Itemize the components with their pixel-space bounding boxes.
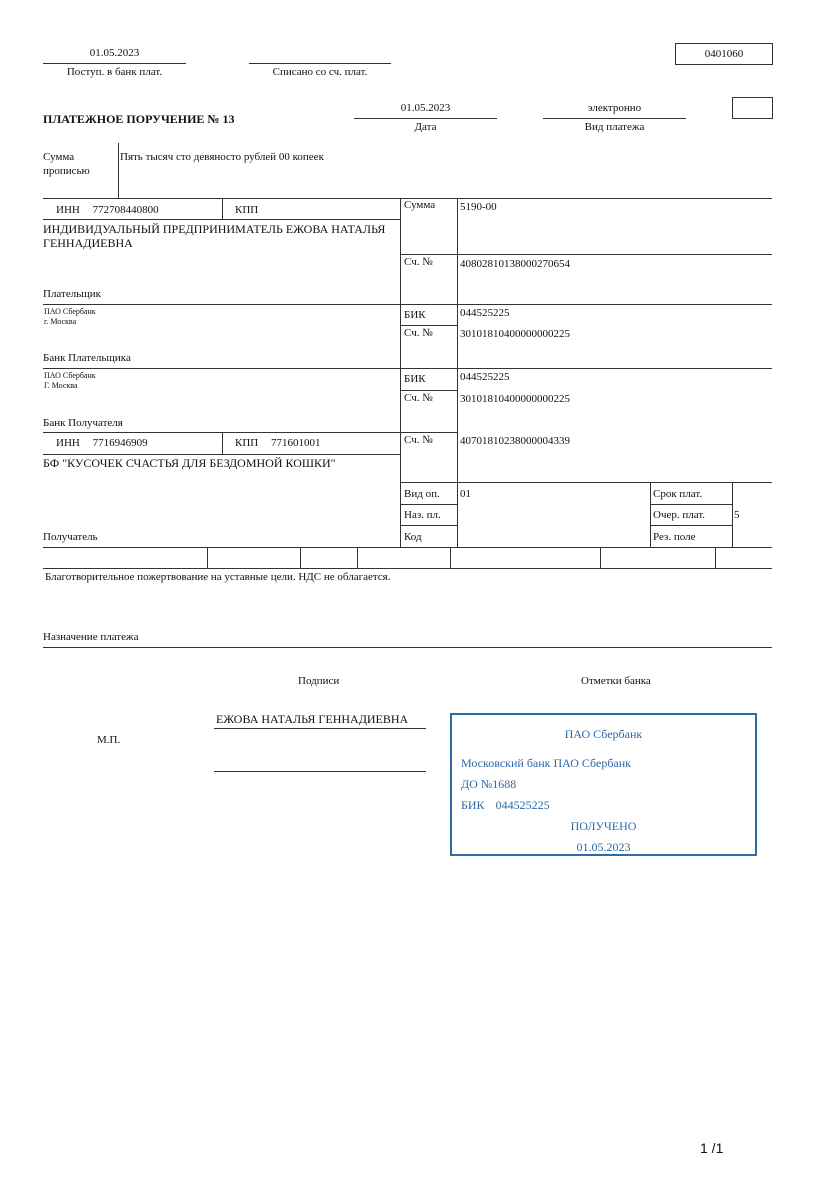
stamp-date: 01.05.2023 <box>576 840 631 854</box>
form-code-box <box>675 43 773 65</box>
payee-name: БФ "КУСОЧЕК СЧАСТЬЯ ДЛЯ БЕЗДОМНОЙ КОШКИ" <box>43 456 336 470</box>
payer-label: Плательщик <box>43 288 101 300</box>
divider <box>732 482 733 547</box>
payer-name <box>43 222 385 250</box>
naz-pl-label: Наз. пл. <box>404 509 441 521</box>
divider <box>650 482 651 547</box>
payee-bank-name <box>44 371 96 391</box>
payer-inn <box>56 204 159 216</box>
divider <box>43 219 400 220</box>
payer-account-label: Сч. № <box>404 256 433 268</box>
written-off-label: Списано со сч. плат. <box>272 66 368 78</box>
divider <box>650 504 732 505</box>
payee-acc-label: Сч. № <box>404 434 433 446</box>
payer-bank-bik: 044525225 <box>460 307 510 319</box>
bank-marks-title: Отметки банка <box>581 675 651 687</box>
amount-words-label-line2: прописью <box>43 165 90 177</box>
divider <box>450 547 451 568</box>
srok-label: Срок плат. <box>653 488 703 500</box>
divider <box>43 454 400 455</box>
amount-label: Сумма <box>404 199 436 211</box>
divider <box>207 547 208 568</box>
payer-account-value: 40802810138000270654 <box>460 258 570 270</box>
payee-bank-bik: 044525225 <box>460 371 510 383</box>
divider <box>43 368 772 369</box>
ocher-value: 5 <box>734 509 740 521</box>
divider <box>400 482 772 483</box>
payer-name-line2: ГЕННАДИЕВНА <box>43 236 133 250</box>
divider <box>43 647 772 648</box>
kod-label: Код <box>404 531 422 543</box>
divider <box>400 390 457 391</box>
divider <box>43 568 772 569</box>
payer-bank-label: Банк Плательщика <box>43 352 131 364</box>
divider <box>354 118 497 119</box>
payment-type-label: Вид платежа <box>584 121 645 133</box>
payee-bank-name-line1: ПАО Сбербанк <box>44 371 96 380</box>
payment-type-value: электронно <box>587 102 642 114</box>
purpose-label: Назначение платежа <box>43 631 139 643</box>
payee-kpp <box>235 437 320 449</box>
date-label: Дата <box>414 121 437 133</box>
stamp-office: ДО №1688 <box>461 777 517 791</box>
payee-kpp-value: 771601001 <box>270 437 321 449</box>
page-indicator: 1 /1 <box>700 1140 724 1156</box>
amount-words-value: Пять тысяч сто девяносто рублей 00 копеек <box>120 151 324 163</box>
payee-kpp-label: КПП <box>235 437 259 449</box>
amount-words-label-line1: Сумма <box>43 151 75 163</box>
date-value: 01.05.2023 <box>400 102 451 114</box>
payer-bank-bik-label: БИК <box>404 309 426 321</box>
payer-name-line1: ИНДИВИДУАЛЬНЫЙ ПРЕДПРИНИМАТЕЛЬ ЕЖОВА НАТАЛЬЯ <box>43 222 386 236</box>
purpose-text: Благотворительное пожертвование на уставные цели. НДС не облагается. <box>45 571 391 583</box>
payee-inn <box>56 437 148 449</box>
signature-line <box>214 771 426 772</box>
divider <box>43 63 186 64</box>
form-code: 0401060 <box>704 48 744 60</box>
payee-bank-bik-label: БИК <box>404 373 426 385</box>
payer-inn-value: 772708440800 <box>92 204 159 216</box>
vid-op-value: 01 <box>460 488 471 500</box>
mp-label: М.П. <box>97 734 121 746</box>
bank-stamp <box>450 713 757 856</box>
payee-bank-acc: 30101810400000000225 <box>460 393 570 405</box>
vid-op-label: Вид оп. <box>404 488 440 500</box>
payee-label: Получатель <box>43 531 98 543</box>
payee-inn-value: 7716946909 <box>92 437 148 449</box>
divider <box>300 547 301 568</box>
empty-code-box <box>732 97 773 119</box>
divider <box>400 504 457 505</box>
divider <box>357 547 358 568</box>
payer-bank-acc: 30101810400000000225 <box>460 328 570 340</box>
payee-bank-acc-label: Сч. № <box>404 392 433 404</box>
payer-bank-acc-label: Сч. № <box>404 327 433 339</box>
payer-bank-name-line1: ПАО Сбербанк <box>44 307 96 316</box>
stamp-status: ПОЛУЧЕНО <box>570 819 637 833</box>
stamp-bik <box>461 798 550 813</box>
divider <box>650 525 732 526</box>
payer-bank-name <box>44 307 96 327</box>
divider <box>249 63 391 64</box>
amount-words-label <box>43 150 90 178</box>
document-title: ПЛАТЕЖНОЕ ПОРУЧЕНИЕ № 13 <box>43 112 235 126</box>
divider <box>400 325 457 326</box>
ocher-label: Очер. плат. <box>653 509 706 521</box>
divider <box>543 118 686 119</box>
payer-bank-name-line2: г. Москва <box>44 317 77 326</box>
bank-received-label: Поступ. в банк плат. <box>66 66 163 78</box>
signer-name: ЕЖОВА НАТАЛЬЯ ГЕННАДИЕВНА <box>216 712 409 726</box>
divider <box>400 525 457 526</box>
payee-bank-name-line2: Г. Москва <box>44 381 78 390</box>
divider <box>400 254 772 255</box>
payer-inn-label: ИНН <box>56 204 80 216</box>
divider <box>400 198 401 547</box>
rez-label: Рез. поле <box>653 531 696 543</box>
amount-value: 5190-00 <box>460 201 497 213</box>
divider <box>715 547 716 568</box>
stamp-bik-label: БИК <box>461 798 485 812</box>
divider <box>43 304 772 305</box>
divider <box>457 198 458 547</box>
divider <box>600 547 601 568</box>
divider <box>118 143 119 198</box>
divider <box>43 547 772 548</box>
stamp-bank: ПАО Сбербанк <box>564 727 643 741</box>
divider <box>222 198 223 219</box>
payee-bank-label: Банк Получателя <box>43 417 123 429</box>
bank-received-date: 01.05.2023 <box>89 47 140 59</box>
divider <box>222 432 223 454</box>
payer-kpp-label: КПП <box>235 204 259 216</box>
divider <box>43 432 457 433</box>
stamp-bik-value: 044525225 <box>495 798 550 812</box>
signature-line <box>214 728 426 729</box>
payee-inn-label: ИНН <box>56 437 80 449</box>
signatures-title: Подписи <box>298 675 340 687</box>
stamp-branch: Московский банк ПАО Сбербанк <box>461 756 632 770</box>
payee-acc: 40701810238000004339 <box>460 435 570 447</box>
payer-kpp <box>235 204 268 216</box>
